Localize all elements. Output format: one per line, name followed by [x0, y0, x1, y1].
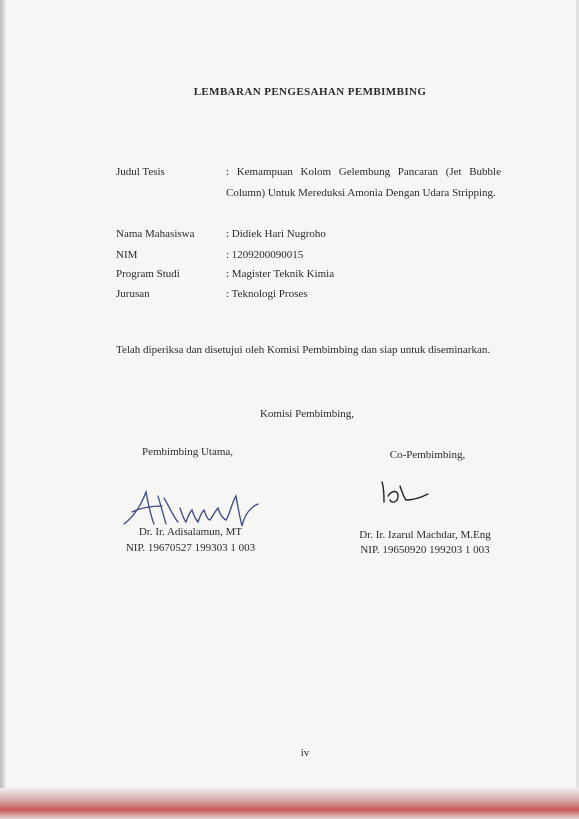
- judul-text: : Kemampuan Kolom Gelembung Pancaran (Jet Bubble Column) Untuk Mereduksi Amonia Dengan Udara Stripping.: [226, 166, 501, 199]
- committee-heading: Komisi Pembimbing,: [259, 408, 355, 420]
- primary-advisor-role: Pembimbing Utama,: [141, 446, 234, 458]
- field-value-nama: : Didiek Hari Nugroho: [226, 228, 326, 240]
- field-label-nama: Nama Mahasiswa: [116, 228, 195, 240]
- page-title: LEMBARAN PENGESAHAN PEMBIMBING: [193, 86, 427, 98]
- field-label-prodi: Program Studi: [116, 268, 180, 280]
- field-value-jurusan: : Teknologi Proses: [226, 288, 308, 300]
- approval-statement: Telah diperiksa dan disetujui oleh Komisi Pembimbing dan siap untuk diseminarkan.: [116, 344, 491, 356]
- page-number: iv: [300, 747, 310, 759]
- co-advisor-name: Dr. Ir. Izarul Machdar, M.Eng: [359, 529, 491, 541]
- field-value-nim: : 1209200090015: [226, 249, 304, 261]
- primary-advisor-nip: NIP. 19670527 199303 1 003: [125, 542, 256, 554]
- scan-bottom-band: [0, 788, 579, 819]
- co-advisor-signature: [378, 478, 438, 508]
- primary-advisor-name: Dr. Ir. Adisalamun, MT: [138, 526, 243, 538]
- field-label-nim: NIM: [116, 249, 138, 261]
- scan-edge-shadow: [0, 0, 6, 819]
- field-value-judul: [226, 162, 501, 204]
- co-advisor-nip: NIP. 19650920 199203 1 003: [360, 544, 490, 556]
- co-advisor-role: Co-Pembimbing,: [389, 449, 466, 461]
- field-value-prodi: : Magister Teknik Kimia: [226, 268, 335, 280]
- field-label-jurusan: Jurusan: [116, 288, 150, 300]
- field-label-judul: Judul Tesis: [116, 166, 165, 178]
